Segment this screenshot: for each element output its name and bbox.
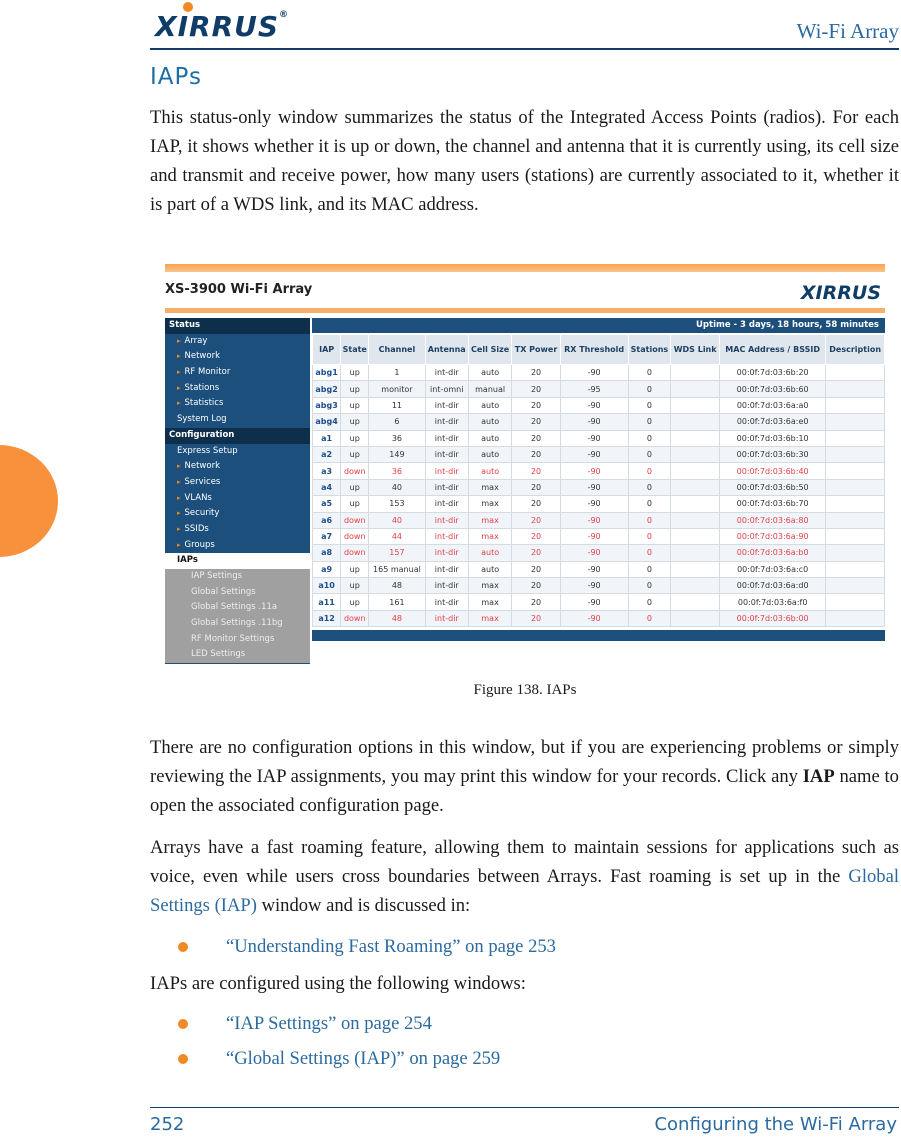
figure-table-cell: max	[468, 512, 511, 528]
figure-table-cell: -95	[560, 381, 628, 397]
figure-table-cell: -90	[560, 594, 628, 610]
figure-top-bar	[165, 264, 885, 272]
figure-table-row	[313, 479, 885, 495]
figure-iap-name: abg1	[313, 365, 341, 381]
figure-table-cell: up	[341, 578, 369, 594]
figure-table-cell: -90	[560, 430, 628, 446]
figure-table-cell: 00:0f:7d:03:6b:60	[720, 381, 826, 397]
figure-table-row	[313, 528, 885, 544]
figure-table-cell: 0	[628, 430, 671, 446]
figure-iap-name: a9	[313, 561, 341, 577]
figure-table-row	[313, 594, 885, 610]
footer-chapter: Configuring the Wi-Fi Array	[654, 1114, 897, 1135]
figure-nav-item: ▸ Groups	[165, 538, 310, 554]
figure-table-cell: 20	[512, 430, 560, 446]
figure-nav-item: ▸ Statistics	[165, 396, 310, 412]
figure-table-cell	[826, 610, 885, 626]
figure-nav-menu	[165, 318, 310, 664]
figure-table-cell: int-dir	[425, 561, 468, 577]
figure-table-cell: 20	[512, 414, 560, 430]
figure-table-cell: 20	[512, 594, 560, 610]
figure-table-cell: int-dir	[425, 365, 468, 381]
figure-table-row	[313, 397, 885, 413]
figure-table-cell: 0	[628, 446, 671, 462]
figure-table-cell	[826, 594, 885, 610]
figure-table-cell: int-dir	[425, 610, 468, 626]
figure-table-cell	[671, 446, 720, 462]
figure-table-cell: -90	[560, 528, 628, 544]
figure-table-cell: 00:0f:7d:03:6a:90	[720, 528, 826, 544]
figure-table-cell: manual	[468, 381, 511, 397]
section-title: IAPs	[150, 64, 202, 90]
figure-iap-table	[312, 334, 885, 627]
figure-table-cell	[826, 365, 885, 381]
figure-table-cell	[671, 594, 720, 610]
figure-table-cell: int-dir	[425, 446, 468, 462]
figure-table-cell: 20	[512, 397, 560, 413]
figure-table-cell: monitor	[369, 381, 425, 397]
global-settings-link[interactable]: Global Settings (IAP)	[150, 866, 899, 916]
figure-table-cell: up	[341, 594, 369, 610]
figure-table-cell: 44	[369, 528, 425, 544]
figure-table-cell: auto	[468, 561, 511, 577]
figure-table-cell: int-dir	[425, 528, 468, 544]
figure-table-cell: 149	[369, 446, 425, 462]
figure-iap-name: abg3	[313, 397, 341, 413]
figure-table-cell: max	[468, 479, 511, 495]
figure-table-row	[313, 381, 885, 397]
figure-table-cell: 1	[369, 365, 425, 381]
figure-table-cell: 00:0f:7d:03:6a:e0	[720, 414, 826, 430]
figure-nav-item: Express Setup	[177, 445, 238, 456]
figure-table-cell	[826, 545, 885, 561]
figure-table-cell	[826, 414, 885, 430]
figure-table-row	[313, 446, 885, 462]
figure-table-cell: 00:0f:7d:03:6b:50	[720, 479, 826, 495]
figure-table-cell: 0	[628, 479, 671, 495]
figure-caption: Figure 138. IAPs	[473, 682, 577, 698]
figure-table-cell: -90	[560, 512, 628, 528]
figure-table-cell: auto	[468, 430, 511, 446]
figure-table-cell: 0	[628, 397, 671, 413]
figure-nav-item: ▸ Array	[165, 334, 310, 350]
figure-table-cell	[671, 479, 720, 495]
chapter-side-tab	[0, 445, 58, 557]
figure-table-cell: 20	[512, 496, 560, 512]
figure-iap-name: a6	[313, 512, 341, 528]
figure-table-cell: 0	[628, 414, 671, 430]
figure-table-cell: 20	[512, 512, 560, 528]
figure-table-cell: 20	[512, 446, 560, 462]
figure-table-cell: up	[341, 397, 369, 413]
figure-table-cell: 0	[628, 610, 671, 626]
figure-table-cell: 20	[512, 561, 560, 577]
figure-table-cell: 161	[369, 594, 425, 610]
figure-nav-item: RF Monitor Settings	[165, 632, 310, 648]
figure-column-header: Antenna	[425, 335, 468, 365]
figure-table-cell	[671, 528, 720, 544]
figure-iap-name: a5	[313, 496, 341, 512]
figure-table-cell: 20	[512, 545, 560, 561]
figure-table-cell: 00:0f:7d:03:6b:70	[720, 496, 826, 512]
figure-table-cell	[671, 578, 720, 594]
figure-accent-bar	[165, 308, 885, 313]
figure-table-cell: int-dir	[425, 430, 468, 446]
figure-table-cell: -90	[560, 479, 628, 495]
figure-iap-name: a3	[313, 463, 341, 479]
figure-table-cell: int-dir	[425, 463, 468, 479]
figure-table-cell: 20	[512, 381, 560, 397]
figure-table-cell: auto	[468, 446, 511, 462]
figure-iap-name: a2	[313, 446, 341, 462]
global-settings-iap-link[interactable]: “Global Settings (IAP)” on page 259	[178, 1046, 500, 1072]
figure-table-cell: 00:0f:7d:03:6b:30	[720, 446, 826, 462]
figure-table-cell	[671, 381, 720, 397]
figure-table-cell: 40	[369, 512, 425, 528]
figure-table-cell: 40	[369, 479, 425, 495]
figure-table-cell: -90	[560, 545, 628, 561]
figure-table-cell: 11	[369, 397, 425, 413]
figure-table-cell	[826, 479, 885, 495]
figure-nav-item: Global Settings .11a	[165, 600, 310, 616]
figure-table-cell: -90	[560, 610, 628, 626]
figure-table-row	[313, 365, 885, 381]
footer-rule	[150, 1107, 899, 1108]
figure-table-cell: int-dir	[425, 479, 468, 495]
fast-roaming-link[interactable]: “Understanding Fast Roaming” on page 253	[178, 934, 556, 960]
figure-table-row	[313, 561, 885, 577]
figure-table-cell: 0	[628, 496, 671, 512]
figure-table-cell: -90	[560, 561, 628, 577]
figure-table-cell: 20	[512, 479, 560, 495]
figure-table-cell: 0	[628, 365, 671, 381]
figure-table-cell: 36	[369, 430, 425, 446]
figure-iap-name: a7	[313, 528, 341, 544]
running-header: Wi-Fi Array	[796, 19, 899, 43]
figure-table-cell: up	[341, 365, 369, 381]
figure-table-cell: -90	[560, 496, 628, 512]
figure-nav-item: ▸ RF Monitor	[165, 365, 310, 381]
figure-table-cell: 36	[369, 463, 425, 479]
xirrus-logo: XIRRUS®	[155, 10, 290, 43]
figure-table-cell: auto	[468, 463, 511, 479]
figure-table-cell: 00:0f:7d:03:6a:d0	[720, 578, 826, 594]
figure-nav-item: ▸ VLANs	[165, 491, 310, 507]
figure-column-header: Stations	[628, 335, 671, 365]
figure-column-header: Channel	[369, 335, 425, 365]
figure-table-cell	[826, 381, 885, 397]
figure-column-header: IAP	[313, 335, 341, 365]
figure-table-cell: 00:0f:7d:03:6a:c0	[720, 561, 826, 577]
figure-uptime: Uptime - 3 days, 18 hours, 58 minutes	[312, 318, 885, 333]
figure-table-cell: 6	[369, 414, 425, 430]
figure-table-cell: int-dir	[425, 594, 468, 610]
figure-table-header	[313, 335, 885, 365]
figure-table-cell: max	[468, 496, 511, 512]
figure-table-cell	[826, 528, 885, 544]
figure-table-row	[313, 610, 885, 626]
figure-table-cell: max	[468, 578, 511, 594]
figure-table-cell: 20	[512, 463, 560, 479]
figure-table-cell: -90	[560, 578, 628, 594]
figure-table-cell	[826, 463, 885, 479]
figure-table-cell: int-dir	[425, 496, 468, 512]
figure-column-header: MAC Address / BSSID	[720, 335, 826, 365]
figure-nav-item: ▸ SSIDs	[165, 522, 310, 538]
figure-table-cell	[826, 397, 885, 413]
figure-table-row	[313, 512, 885, 528]
figure-iap-name: abg2	[313, 381, 341, 397]
figure-table-cell: 20	[512, 610, 560, 626]
figure-table-cell: down	[341, 512, 369, 528]
figure-column-header: State	[341, 335, 369, 365]
figure-nav-item: ▸ Network	[165, 349, 310, 365]
figure-column-header: Description	[826, 335, 885, 365]
figure-table-cell: 20	[512, 365, 560, 381]
figure-table-cell: 0	[628, 512, 671, 528]
figure-table-cell	[671, 610, 720, 626]
figure-table-cell: int-dir	[425, 512, 468, 528]
figure-table-cell	[671, 512, 720, 528]
figure-table-row	[313, 496, 885, 512]
figure-nav-item: IAP Settings	[165, 569, 310, 585]
figure-table-cell: down	[341, 610, 369, 626]
figure-table-row	[313, 414, 885, 430]
figure-table-cell: -90	[560, 365, 628, 381]
figure-table-row	[313, 578, 885, 594]
figure-nav-item: Configuration	[165, 428, 310, 444]
figure-table-cell	[826, 512, 885, 528]
figure-iap-name: a8	[313, 545, 341, 561]
figure-table-cell: int-omni	[425, 381, 468, 397]
iaps-screenshot	[165, 262, 885, 664]
figure-logo: XIRRUS	[800, 282, 881, 304]
figure-column-header: Cell Size	[468, 335, 511, 365]
figure-table-cell: down	[341, 528, 369, 544]
figure-table-row	[313, 545, 885, 561]
figure-table-cell: up	[341, 496, 369, 512]
iap-bold: IAP	[802, 766, 835, 787]
figure-table-cell: 157	[369, 545, 425, 561]
figure-table-cell: 0	[628, 578, 671, 594]
figure-table-cell: down	[341, 463, 369, 479]
config-paragraph: There are no configuration options in this window, but if you are experiencing problems or simply reviewing the IAP assignments, you may print this window for your records. Click any IAP name to open the associated configuration page.	[150, 737, 899, 816]
figure-nav-item: ▸ Services	[165, 475, 310, 491]
figure-table-cell: int-dir	[425, 578, 468, 594]
figure-table-cell: auto	[468, 397, 511, 413]
intro-paragraph: This status-only window summarizes the status of the Integrated Access Points (radios). For each IAP, it shows whether it is up or down, the channel and antenna that it is currently using, its cell size and transmit and receive power, how many users (stations) are currently associated to it, whether it is part of a WDS link, and its MAC address.	[150, 107, 899, 215]
figure-table-cell: auto	[468, 365, 511, 381]
figure-nav-item: Global Settings .11bg	[165, 616, 310, 632]
figure-table-cell: 00:0f:7d:03:6a:80	[720, 512, 826, 528]
figure-table-cell: 0	[628, 561, 671, 577]
figure-table-cell	[826, 430, 885, 446]
figure-table-cell: int-dir	[425, 397, 468, 413]
figure-table-cell: -90	[560, 414, 628, 430]
figure-table-cell: up	[341, 414, 369, 430]
figure-bottom-bar	[312, 630, 885, 641]
iap-settings-link[interactable]: “IAP Settings” on page 254	[178, 1011, 432, 1037]
figure-table-cell: -90	[560, 446, 628, 462]
figure-table-cell	[826, 561, 885, 577]
figure-table-cell: 00:0f:7d:03:6b:20	[720, 365, 826, 381]
figure-iap-name: a10	[313, 578, 341, 594]
figure-table-row	[313, 430, 885, 446]
figure-table-cell: 00:0f:7d:03:6b:10	[720, 430, 826, 446]
figure-nav-item: IAPs	[165, 553, 310, 569]
figure-iap-name: a4	[313, 479, 341, 495]
figure-window-title: XS-3900 Wi-Fi Array	[165, 282, 313, 297]
figure-table-cell: 00:0f:7d:03:6a:b0	[720, 545, 826, 561]
figure-table-cell	[826, 496, 885, 512]
figure-table-cell: max	[468, 594, 511, 610]
figure-table-cell: max	[468, 610, 511, 626]
figure-column-header: TX Power	[512, 335, 560, 365]
figure-table-cell	[826, 446, 885, 462]
figure-nav-item: Status	[165, 318, 310, 334]
figure-table-cell: 0	[628, 463, 671, 479]
figure-table-cell: 165 manual	[369, 561, 425, 577]
figure-table-cell: 48	[369, 578, 425, 594]
figure-iap-name: abg4	[313, 414, 341, 430]
figure-table-cell: 00:0f:7d:03:6b:40	[720, 463, 826, 479]
page-number: 252	[150, 1114, 185, 1135]
figure-table-cell: 0	[628, 594, 671, 610]
figure-table-cell: int-dir	[425, 414, 468, 430]
figure-column-header: WDS Link	[671, 335, 720, 365]
figure-table-cell: 20	[512, 528, 560, 544]
figure-table-cell: -90	[560, 397, 628, 413]
figure-table-cell	[671, 545, 720, 561]
figure-table-cell: auto	[468, 414, 511, 430]
figure-nav-item: LED Settings	[165, 647, 310, 663]
figure-table-cell: 153	[369, 496, 425, 512]
figure-table-cell: up	[341, 561, 369, 577]
configured-paragraph: IAPs are configured using the following windows:	[150, 973, 526, 994]
figure-iap-name: a11	[313, 594, 341, 610]
figure-nav-item: System Log	[177, 414, 227, 425]
figure-table-cell: up	[341, 446, 369, 462]
figure-table-cell	[671, 463, 720, 479]
figure-table-cell: up	[341, 381, 369, 397]
figure-table-cell	[671, 430, 720, 446]
figure-iap-name: a12	[313, 610, 341, 626]
figure-table-cell: down	[341, 545, 369, 561]
figure-table-cell: 00:0f:7d:03:6a:f0	[720, 594, 826, 610]
figure-table-cell	[826, 578, 885, 594]
figure-table-cell	[671, 561, 720, 577]
figure-table-cell: max	[468, 528, 511, 544]
figure-nav-item: ▸ Stations	[165, 381, 310, 397]
figure-table-cell: 20	[512, 578, 560, 594]
figure-nav-item: ▸ Security	[165, 506, 310, 522]
figure-nav-item: Global Settings	[165, 585, 310, 601]
figure-nav-item: ▸ Network	[165, 459, 310, 475]
figure-table-cell: auto	[468, 545, 511, 561]
figure-table-cell: 0	[628, 528, 671, 544]
figure-table-cell: 00:0f:7d:03:6b:00	[720, 610, 826, 626]
figure-column-header: RX Threshold	[560, 335, 628, 365]
figure-table-cell	[671, 397, 720, 413]
figure-table-cell	[671, 365, 720, 381]
figure-table-cell: 0	[628, 545, 671, 561]
roaming-paragraph: Arrays have a fast roaming feature, allowing them to maintain sessions for applications such as voice, even while users cross boundaries between Arrays. Fast roaming is set up in the Global Settings (IAP) window and is discussed in:	[150, 837, 899, 916]
figure-table-cell	[671, 414, 720, 430]
figure-table-cell	[671, 496, 720, 512]
figure-iap-name: a1	[313, 430, 341, 446]
figure-table-cell: 0	[628, 381, 671, 397]
figure-table-cell: int-dir	[425, 545, 468, 561]
figure-table-cell: up	[341, 479, 369, 495]
figure-table-cell: up	[341, 430, 369, 446]
header-rule	[150, 48, 899, 50]
figure-table-cell: 00:0f:7d:03:6a:a0	[720, 397, 826, 413]
figure-table-cell: -90	[560, 463, 628, 479]
figure-table-cell: 48	[369, 610, 425, 626]
figure-table-row	[313, 463, 885, 479]
